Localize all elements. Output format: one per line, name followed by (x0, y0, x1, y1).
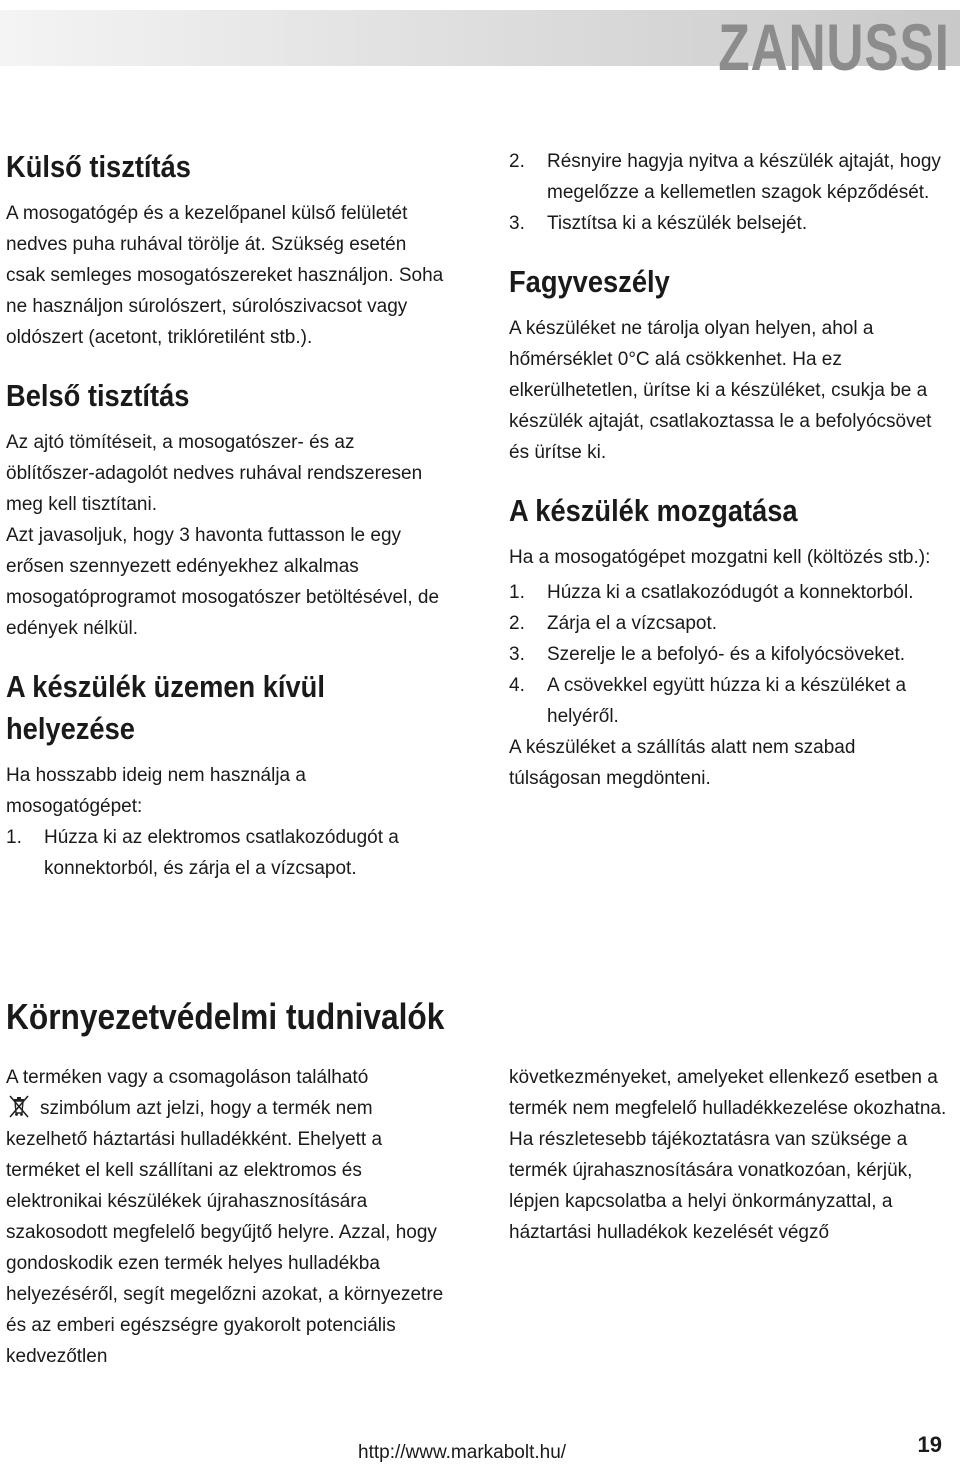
section-title-interior-cleaning: Belső tisztítás (6, 378, 190, 413)
list-number: 2. (509, 151, 525, 172)
list-item (6, 822, 446, 884)
list-number: 4. (509, 675, 525, 696)
decommission-steps (6, 822, 446, 884)
environment-text-rest: szimbólum azt jelzi, hogy a termék nem kezelhető háztartási hulladékként. Ehelyett a terméket el kell szállítani az elektromos és elektronikai készülékek újrahasznosítására szakosodott megfelelő begyűjtő helyre. Azzal, hogy gondoskodik ezen termék helyes hulladékba helyezéséről, segít megelőzni azokat, a környezetre és az emberi egészségre gyakorolt potenciális kedvezőtlen (6, 1098, 444, 1367)
interior-cleaning-text-1: Az ajtó tömítéseit, a mosogatószer- és az öblítőszer-adagolót nedves ruhával rendszeresen meg kell tisztítani. (6, 432, 423, 515)
list-number: 3. (509, 644, 525, 665)
moving-outro: A készüléket a szállítás alatt nem szabad túlságosan megdönteni. (509, 737, 856, 789)
section-title-environment: Környezetvédelmi tudnivalók (6, 996, 445, 1037)
crossed-out-bin-icon (6, 1093, 32, 1119)
page-number: 19 (917, 1432, 942, 1457)
list-text: Húzza ki az elektromos csatlakozódugót a konnektorból, és zárja el a vízcsapot. (44, 827, 399, 879)
list-item (509, 577, 949, 608)
footer-url: http://www.markabolt.hu/ (358, 1442, 567, 1463)
list-item (509, 208, 949, 239)
list-text: A csövekkel együtt húzza ki a készüléket a helyéről. (547, 675, 907, 727)
section-title-decommission: A készülék üzemen kívül helyezése (6, 669, 325, 746)
decommission-intro: Ha hosszabb ideig nem használja a mosogatógépet: (6, 765, 306, 817)
right-column (509, 146, 949, 794)
list-text: Szerelje le a befolyó- és a kifolyócsöveket. (547, 644, 906, 665)
list-item (509, 639, 949, 670)
brand-logo: ZANUSSI (718, 10, 950, 84)
moving-steps (509, 577, 949, 732)
list-text: Húzza ki a csatlakozódugót a konnektorból. (547, 582, 914, 603)
decommission-steps-continued (509, 146, 949, 239)
left-column (6, 146, 446, 884)
list-number: 1. (6, 827, 22, 848)
list-item (509, 146, 949, 208)
list-number: 3. (509, 213, 525, 234)
list-text: Zárja el a vízcsapot. (547, 613, 718, 634)
environment-text-right (509, 1062, 949, 1248)
list-item (509, 670, 949, 732)
header-bar (0, 10, 960, 84)
moving-intro: Ha a mosogatógépet mozgatni kell (költözés stb.): (509, 547, 931, 568)
list-number: 2. (509, 613, 525, 634)
section-title-exterior-cleaning: Külső tisztítás (6, 149, 191, 184)
list-number: 1. (509, 582, 525, 603)
section-title-moving: A készülék mozgatása (509, 493, 798, 528)
environment-section-header (6, 994, 946, 1040)
environment-line-1: A terméken vagy a csomagoláson található (6, 1067, 369, 1088)
exterior-cleaning-text: A mosogatógép és a kezelőpanel külső felületét nedves puha ruhával törölje át. Szükség esetén csak semleges mosogatószereket használjon. Soha ne használjon súrolószert, súrolószivacsot vagy oldószert (acetont, triklóretilént stb.). (6, 203, 444, 348)
interior-cleaning-text-2: Azt javasoljuk, hogy 3 havonta futtasson le egy erősen szennyezett edényekhez alkalmas mosogatóprogramot mosogatószer betöltésével, de edények nélkül. (6, 525, 440, 639)
list-text: Tisztítsa ki a készülék belsejét. (547, 213, 808, 234)
environment-text-left (6, 1062, 446, 1372)
frost-text: A készüléket ne tárolja olyan helyen, ahol a hőmérséklet 0°C alá csökkenhet. Ha ez elkerülhetetlen, ürítse ki a készüléket, csukja be a készülék ajtaját, csatlakoztassa le a befolyócsövet és ürítse ki. (509, 318, 932, 463)
environment-paragraph-right: következményeket, amelyeket ellenkező esetben a termék nem megfelelő hulladékkezelése okozhatna. Ha részletesebb tájékoztatásra van szüksége a termék újrahasznosítására vonatkozóan, kérjük, lépjen kapcsolatba a helyi önkormányzattal, a háztartási hulladékok kezelését végző (509, 1067, 947, 1243)
list-item (509, 608, 949, 639)
environment-paragraph-left (6, 1093, 446, 1372)
section-title-frost: Fagyveszély (509, 264, 670, 299)
list-text: Résnyire hagyja nyitva a készülék ajtaját, hogy megelőzze a kellemetlen szagok képződését. (547, 151, 941, 203)
